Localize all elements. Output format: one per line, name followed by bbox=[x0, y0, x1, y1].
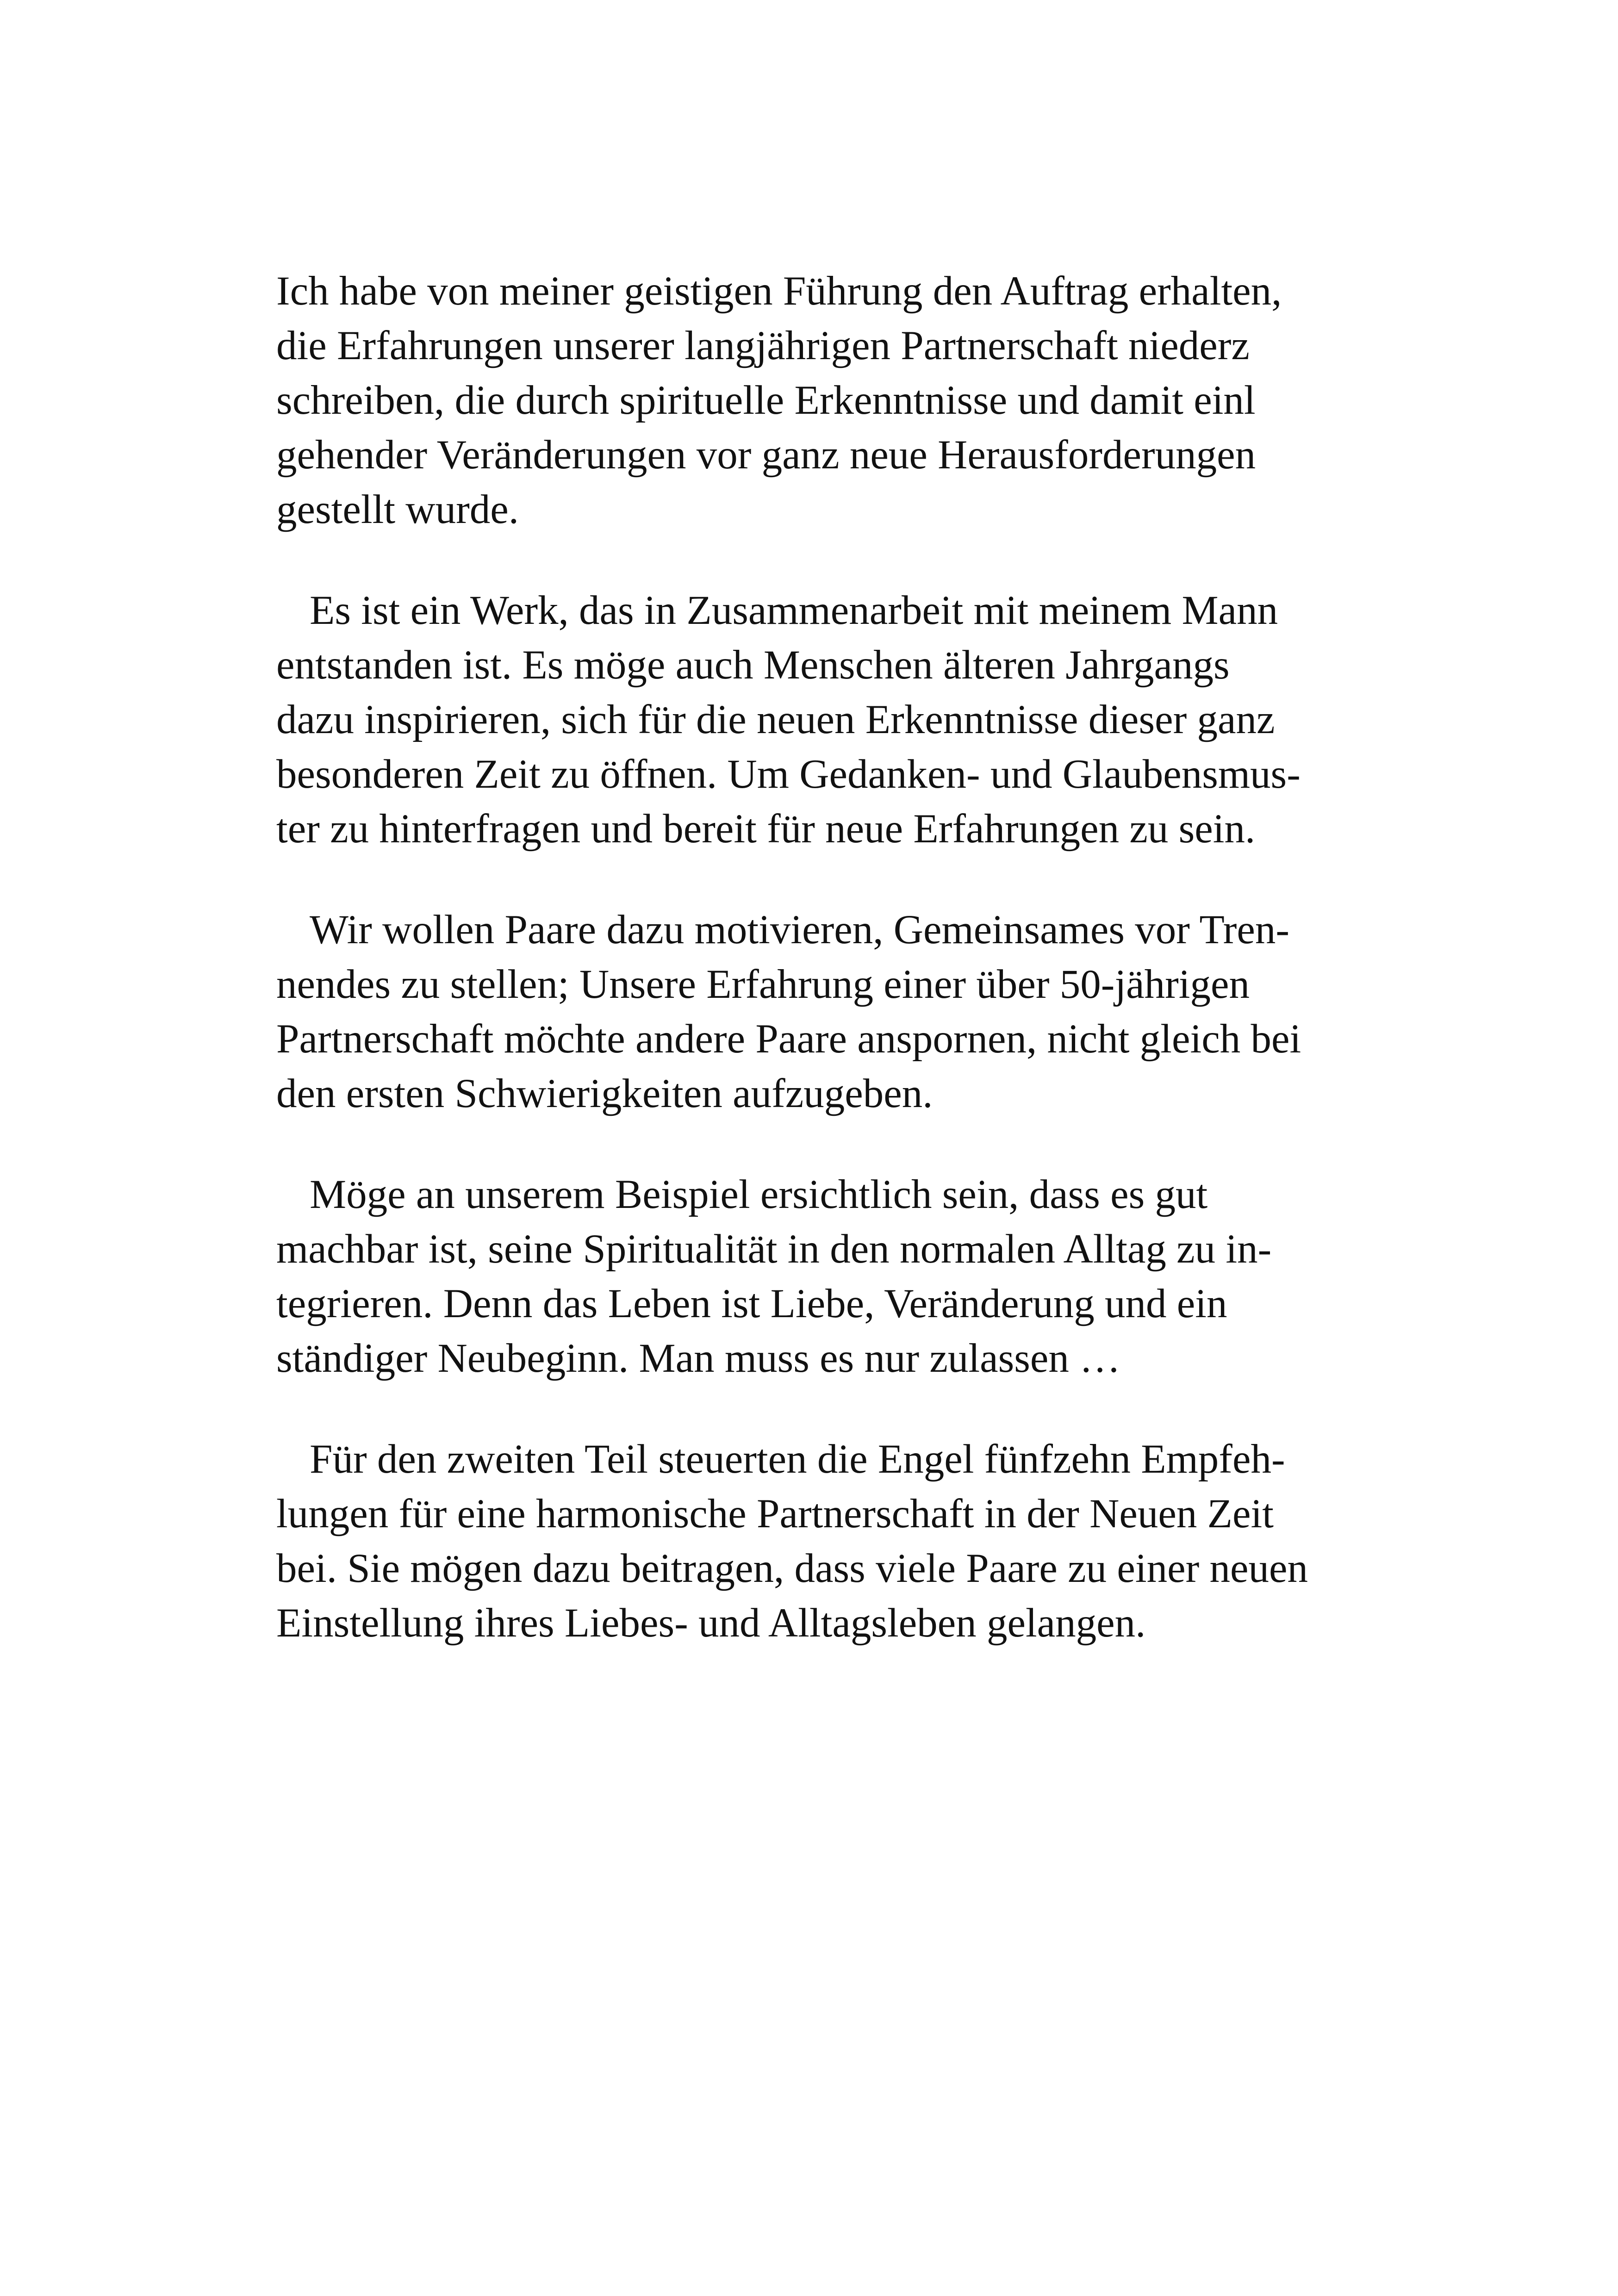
body-text bbox=[276, 264, 1355, 1697]
paragraph-3 bbox=[276, 902, 1355, 1121]
text-line: besonderen Zeit zu öffnen. Um Gedanken- und Glaubensmus- bbox=[276, 752, 1301, 797]
text-line: machbar ist, seine Spiritualität in den normalen Alltag zu in- bbox=[276, 1226, 1272, 1272]
text-line: die Erfahrungen unserer langjährigen Partnerschaft niederz bbox=[276, 323, 1250, 368]
text-line: Möge an unserem Beispiel ersichtlich sein, dass es gut bbox=[310, 1172, 1208, 1217]
paragraph-5 bbox=[276, 1432, 1355, 1650]
text-line: den ersten Schwierigkeiten aufzugeben. bbox=[276, 1071, 933, 1116]
text-line: schreiben, die durch spirituelle Erkenntnisse und damit einl bbox=[276, 378, 1256, 423]
text-line: bei. Sie mögen dazu beitragen, dass viele Paare zu einer neuen bbox=[276, 1546, 1308, 1591]
text-line: entstanden ist. Es möge auch Menschen älteren Jahrgangs bbox=[276, 642, 1230, 688]
text-line: ter zu hinterfragen und bereit für neue Erfahrungen zu sein. bbox=[276, 806, 1256, 852]
text-line: dazu inspirieren, sich für die neuen Erkenntnisse dieser ganz bbox=[276, 697, 1275, 742]
text-line: gestellt wurde. bbox=[276, 487, 519, 532]
text-line: nendes zu stellen; Unsere Erfahrung einer über 50-jährigen bbox=[276, 962, 1250, 1007]
text-line: Partnerschaft möchte andere Paare anspornen, nicht gleich bei bbox=[276, 1016, 1301, 1062]
text-line: lungen für eine harmonische Partnerschaft in der Neuen Zeit bbox=[276, 1491, 1274, 1537]
text-line: Einstellung ihres Liebes- und Alltagsleben gelangen. bbox=[276, 1600, 1146, 1646]
text-line: Für den zweiten Teil steuerten die Engel fünfzehn Empfeh- bbox=[310, 1437, 1285, 1482]
text-line: Wir wollen Paare dazu motivieren, Gemeinsames vor Tren- bbox=[310, 907, 1290, 952]
text-line: gehender Veränderungen vor ganz neue Herausforderungen bbox=[276, 432, 1256, 478]
paragraph-1 bbox=[276, 264, 1355, 537]
text-line: Es ist ein Werk, das in Zusammenarbeit mit meinem Mann bbox=[310, 588, 1278, 633]
paragraph-2 bbox=[276, 583, 1355, 856]
text-line: ständiger Neubeginn. Man muss es nur zulassen … bbox=[276, 1336, 1121, 1381]
text-line: Ich habe von meiner geistigen Führung den Auftrag erhalten, bbox=[276, 268, 1282, 314]
paragraph-4 bbox=[276, 1167, 1355, 1386]
text-line: tegrieren. Denn das Leben ist Liebe, Veränderung und ein bbox=[276, 1281, 1227, 1326]
